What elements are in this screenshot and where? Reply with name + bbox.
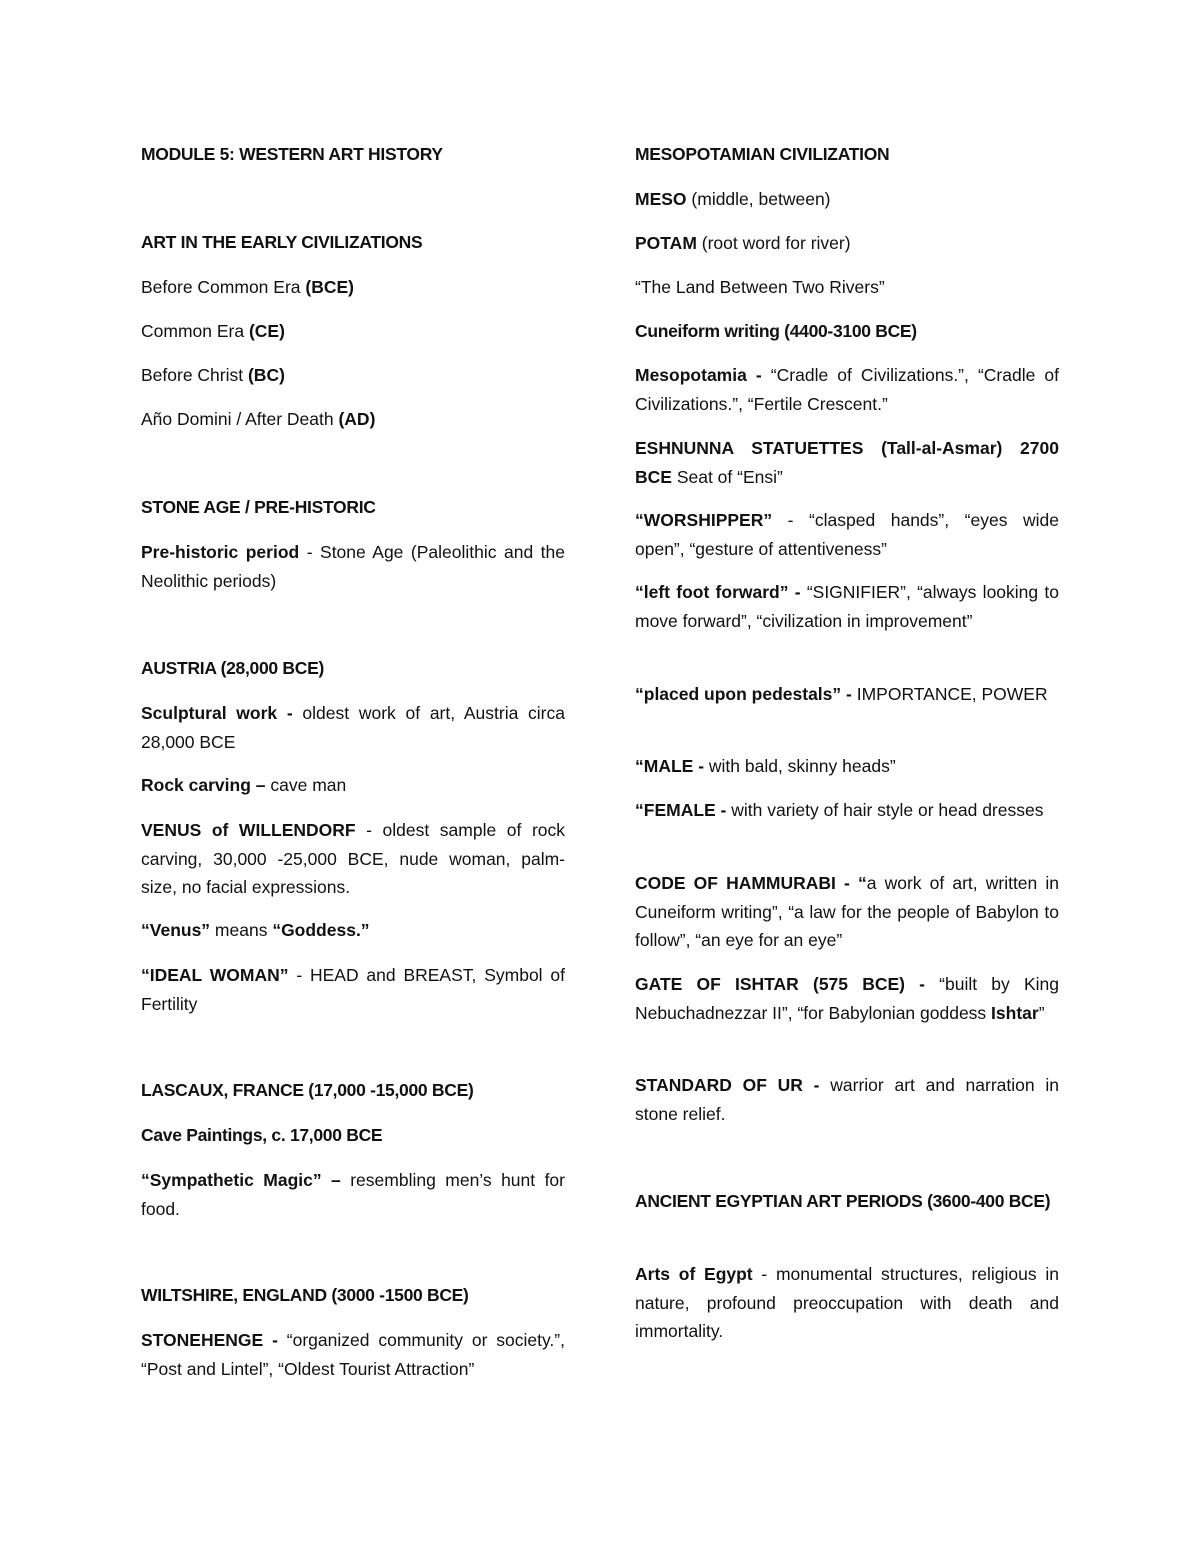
stonehenge-entry: STONEHENGE - “organized community or society.”, “Post and Lintel”, “Oldest Tourist Attraction” [141, 1330, 565, 1379]
venus-entry: VENUS of WILLENDORF - oldest sample of rock carving, 30,000 -25,000 BCE, nude woman, palm-size, no facial expressions. [141, 820, 566, 897]
eshnunna-entry: ESHNUNNA STATUETTES (Tall-al-Asmar) 2700 BCE Seat of “Ensi” [635, 438, 1059, 487]
standard-of-ur-entry: STANDARD OF UR - warrior art and narration in stone relief. [635, 1075, 1059, 1124]
era-bce: Before Common Era (BCE) [141, 277, 354, 297]
pedestals-entry: “placed upon pedestals” - IMPORTANCE, POWER [635, 684, 1048, 704]
ideal-woman-entry: “IDEAL WOMAN” - HEAD and BREAST, Symbol of Fertility [141, 965, 565, 1014]
wiltshire-heading: WILTSHIRE, ENGLAND (3000 -1500 BCE) [141, 1285, 469, 1305]
mesopotamian-heading: MESOPOTAMIAN CIVILIZATION [635, 144, 890, 164]
sculptural-entry: Sculptural work - oldest work of art, Austria circa 28,000 BCE [141, 703, 565, 752]
stone-age-heading: STONE AGE / PRE-HISTORIC [141, 497, 376, 517]
hammurabi-entry: CODE OF HAMMURABI - “a work of art, written in Cuneiform writing”, “a law for the people of Babylon to follow”, “an eye for an eye” [635, 873, 1060, 950]
lascaux-heading: LASCAUX, FRANCE (17,000 -15,000 BCE) [141, 1080, 474, 1100]
era-bc: Before Christ (BC) [141, 365, 285, 385]
egyptian-heading: ANCIENT EGYPTIAN ART PERIODS (3600-400 BCE) [635, 1191, 1051, 1211]
era-ad: Año Domini / After Death (AD) [141, 409, 376, 429]
rock-carving-entry: Rock carving – cave man [141, 775, 347, 795]
worshipper-entry: “WORSHIPPER” - “clasped hands”, “eyes wide open”, “gesture of attentiveness” [635, 510, 1059, 559]
female-entry: “FEMALE - with variety of hair style or head dresses [635, 800, 1044, 820]
prehistoric-entry: Pre-historic period - Stone Age (Paleolithic and the Neolithic periods) [141, 542, 565, 591]
male-entry: “MALE - with bald, skinny heads” [635, 756, 896, 776]
austria-heading: AUSTRIA (28,000 BCE) [141, 658, 324, 678]
early-civilizations-heading: ART IN THE EARLY CIVILIZATIONS [141, 232, 423, 252]
arts-of-egypt-entry: Arts of Egypt - monumental structures, religious in nature, profound preoccupation with death and immortality. [635, 1264, 1059, 1341]
meso-entry: MESO (middle, between) [635, 189, 831, 209]
cave-paintings-entry: Cave Paintings, c. 17,000 BCE [141, 1125, 383, 1145]
cuneiform-entry: Cuneiform writing (4400-3100 BCE) [635, 321, 917, 341]
potam-entry: POTAM (root word for river) [635, 233, 851, 253]
module-title: MODULE 5: WESTERN ART HISTORY [141, 144, 443, 164]
land-between-rivers: “The Land Between Two Rivers” [635, 277, 885, 297]
venus-means-entry: “Venus” means “Goddess.” [141, 920, 370, 940]
ishtar-entry: GATE OF ISHTAR (575 BCE) - “built by King Nebuchadnezzar II”, “for Babylonian goddess Ishtar” [635, 974, 1059, 1023]
sympathetic-magic-entry: “Sympathetic Magic” – resembling men’s hunt for food. [141, 1170, 565, 1219]
mesopotamia-entry: Mesopotamia - “Cradle of Civilizations.”, “Cradle of Civilizations.”, “Fertile Crescent.” [635, 365, 1059, 414]
era-ce: Common Era (CE) [141, 321, 285, 341]
left-foot-entry: “left foot forward” - “SIGNIFIER”, “always looking to move forward”, “civilization in improvement” [635, 582, 1059, 631]
